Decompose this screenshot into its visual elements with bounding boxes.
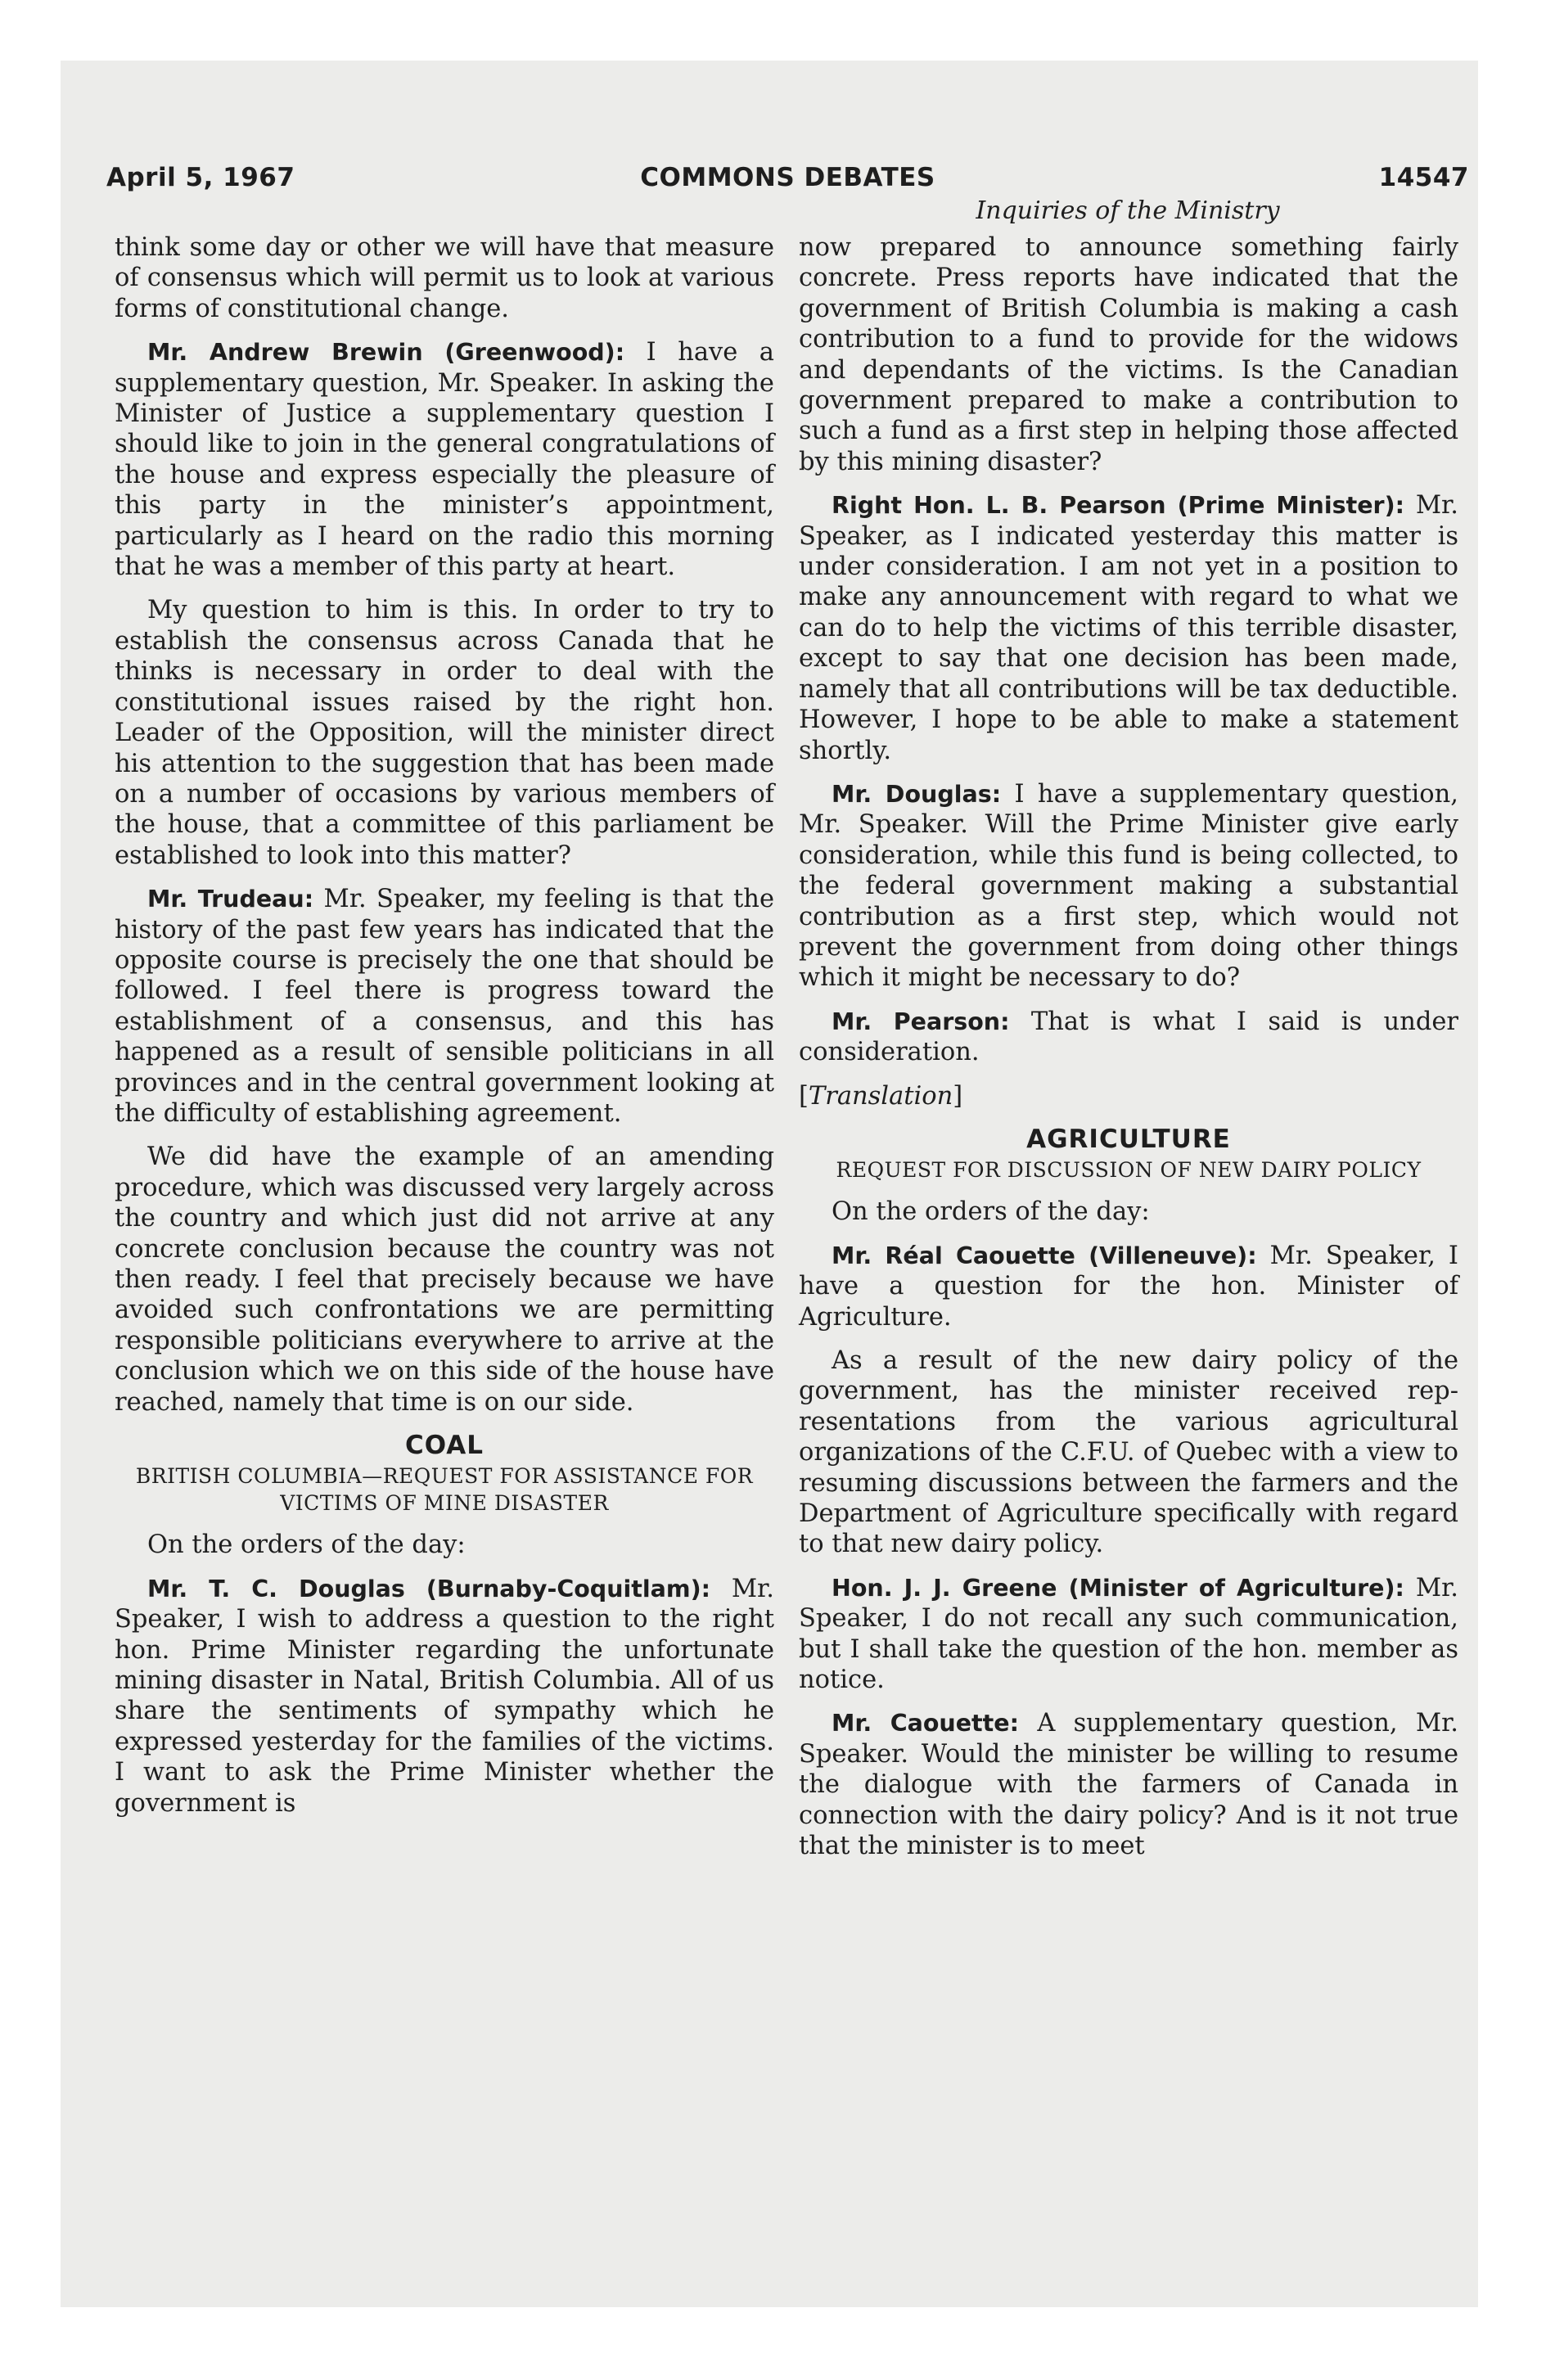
speech-paragraph bbox=[799, 1007, 1458, 1068]
speech-text: I have a supplementary question, Mr. Speaker. Will the Prime Minister give early consideration, while this fund is being collected, to the federal government making a substantial contribution as a first step, which would not prevent the government from doing other things which it might be necessary to do? bbox=[799, 779, 1458, 993]
speech-paragraph bbox=[115, 1574, 774, 1819]
paragraph: As a result of the new dairy policy of the government, has the minister received representations from the various agricultural organizations of the C.F.U. of Quebec with a view to resuming discussions between the farmers and the Department of Agriculture specifically with regard to that new dairy policy. bbox=[799, 1346, 1458, 1559]
paragraph: now prepared to announce something fairly concrete. Press reports have indicated that the government of British Columbia is making a cash contribution to a fund to provide for the widows and dependants of the victims. Is the Canadian government prepared to make a contribution to such a fund as a first step in helping those affected by this mining disaster? bbox=[799, 233, 1458, 476]
speech-paragraph bbox=[799, 779, 1458, 994]
speech-paragraph bbox=[799, 490, 1458, 766]
speaker-name: Mr. Douglas: bbox=[832, 780, 1002, 808]
paragraph: We did have the example of an amending procedure, which was discussed very largely across the country and which just did not arrive at any concrete conclusion because the country was not then ready. I feel that precisely because we have avoided such confrontations we are permitting responsible politicians everywhere to arrive at the conclusion which we on this side of the house have reached, namely that time is on our side. bbox=[115, 1143, 774, 1417]
speech-paragraph bbox=[799, 1573, 1458, 1696]
header-date: April 5, 1967 bbox=[106, 163, 295, 192]
speech-text: Mr. Speaker, I have a question for the hon. Minister of Agriculture. bbox=[799, 1241, 1458, 1332]
paragraph: My question to him is this. In order to try to establish the consensus across Canada that he thinks is necessary in order to deal with the constitutional issues raised by the right hon. Leader of the Opposition, will the minister direct his attention to the suggestion that has been made on a number of occasions by various members of the house, that a committee of this parliament be established to look into this matter? bbox=[115, 596, 774, 870]
section-subheading: REQUEST FOR DISCUSSION OF NEW DAIRY POLICY bbox=[836, 1158, 1422, 1183]
paragraph: think some day or other we will have that measure of consensus which will permit us to look at various forms of constitutional change. bbox=[115, 233, 774, 323]
speech-paragraph bbox=[799, 1241, 1458, 1332]
speech-text: A supplementary question, Mr. Speaker. Would the minister be willing to resume the dialogue with the farmers of Canada in connection with the dairy policy? And is it not true that the minister is to meet bbox=[799, 1709, 1458, 1861]
right-column bbox=[799, 232, 1458, 1875]
speaker-name: Mr. Andrew Brewin (Greenwood): bbox=[147, 339, 625, 367]
section-heading: COAL bbox=[404, 1431, 485, 1461]
speaker-name: Mr. Caouette: bbox=[832, 1710, 1020, 1738]
speech-paragraph bbox=[115, 884, 774, 1129]
speaker-name: Right Hon. L. B. Pearson (Prime Minister): bbox=[832, 492, 1405, 520]
header-title: COMMONS DEBATES bbox=[640, 163, 935, 192]
speaker-name: Mr. Pearson: bbox=[832, 1007, 1010, 1035]
section-title: Inquiries of the Ministry bbox=[976, 196, 1280, 225]
running-header bbox=[106, 163, 1469, 197]
speaker-name: Mr. Trudeau: bbox=[147, 886, 314, 913]
speech-text: Mr. Speaker, as I indicated yesterday this matter is under consideration. I am not yet in a position to make any announcement with regard to what we can do to help the victims of this terrible disaster, except to say that one decision has been made, namely that all contributions will be tax deductible. However, I hope to be able to make a statement shortly. bbox=[799, 491, 1458, 765]
speech-paragraph bbox=[799, 1708, 1458, 1861]
section-heading: AGRICULTURE bbox=[1026, 1124, 1231, 1154]
speech-text: Mr. Speaker, my feeling is that the history of the past few years has indicated that the opposite course is precisely the one that should be followed. I feel there is progress toward the establishment of a consensus, and this has happened as a result of sensible politicians in all provinces and in the central government looking at the difficulty of establishing agreement. bbox=[115, 885, 775, 1128]
section-subheading: BRITISH COLUMBIA—REQUEST FOR ASSISTANCE FOR VICTIMS OF MINE DISASTER bbox=[135, 1464, 754, 1516]
translation-note: [Translation] bbox=[799, 1081, 963, 1111]
speech-text: That is what I said is under consideration. bbox=[799, 1007, 1458, 1067]
speech-text: Mr. Speaker, I wish to address a question to the right hon. Prime Minister regarding the unfortunate mining disaster in Natal, British Columbia. All of us share the sentiments of sympathy which he expressed yesterday for the families of the victims. I want to ask the Prime Minister whether the government is bbox=[115, 1574, 774, 1818]
speech-text: Mr. Speaker, I do not recall any such communication, but I shall take the question of the hon. member as notice. bbox=[799, 1573, 1458, 1695]
left-column bbox=[115, 232, 774, 1832]
translation-label: Translation bbox=[808, 1081, 953, 1111]
header-page-number: 14547 bbox=[1378, 163, 1469, 192]
speaker-name: Mr. Réal Caouette (Villeneuve): bbox=[832, 1242, 1257, 1269]
speaker-name: Hon. J. J. Greene (Minister of Agriculture): bbox=[832, 1574, 1404, 1602]
speech-paragraph bbox=[115, 337, 774, 582]
speaker-name: Mr. T. C. Douglas (Burnaby-Coquitlam): bbox=[147, 1575, 711, 1602]
paragraph: On the orders of the day: bbox=[832, 1197, 1150, 1227]
speech-text: I have a supplementary question, Mr. Speaker. In asking the Minister of Justice a supplementary question I should like to join in the general congratulations of the house and express especially the pleasure of this party in the minister’s appointment, particularly as I heard on the radio this morning that he was a member of this party at heart. bbox=[115, 338, 774, 582]
paragraph: On the orders of the day: bbox=[147, 1530, 466, 1560]
